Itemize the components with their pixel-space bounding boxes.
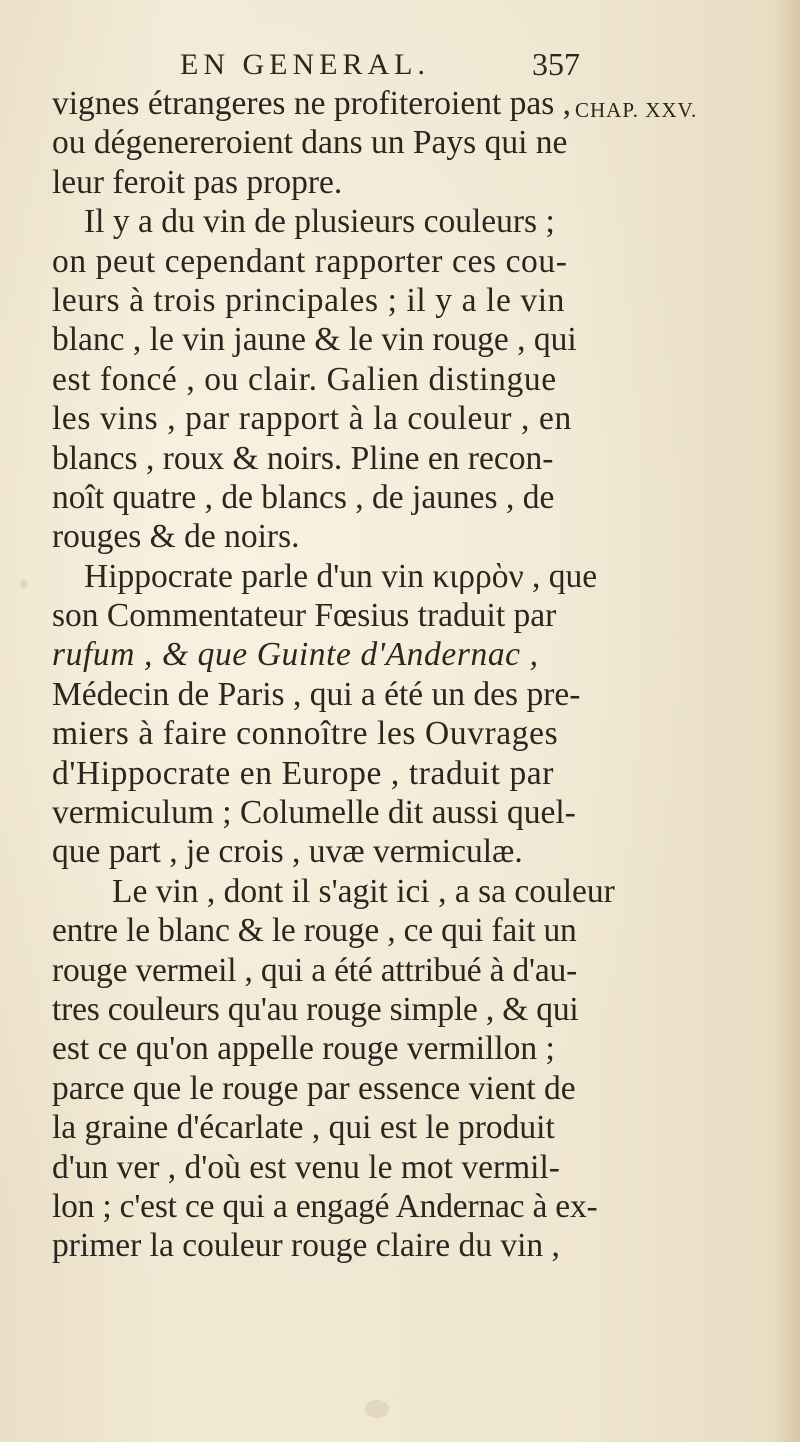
paragraph-start-line: Il y a du vin de plusieurs couleurs ; xyxy=(84,203,555,241)
page-edge-shadow xyxy=(774,0,800,1442)
text-line: leurs à trois principales ; il y a le vin xyxy=(52,281,566,319)
text-line: blancs , roux & noirs. Pline en recon- xyxy=(52,439,554,477)
text-line: ou dégenereroient dans un Pays qui ne xyxy=(52,124,568,162)
page-number: 357 xyxy=(532,46,580,82)
paragraph-start-line: Hippocrate parle d'un vin κιρρὸν , que xyxy=(84,557,598,595)
text-line: vermiculum ; Columelle dit aussi quel- xyxy=(52,794,576,832)
ink-smudge xyxy=(365,1400,389,1418)
text-line: la graine d'écarlate , qui est le produit xyxy=(52,1109,555,1147)
text-line: lon ; c'est ce qui a engagé Andernac à ex- xyxy=(52,1187,598,1225)
text-line: primer la couleur rouge claire du vin , xyxy=(52,1227,560,1265)
running-title: EN GENERAL. xyxy=(180,48,430,81)
chapter-marker: CHAP. XXV. xyxy=(575,98,698,122)
text-line: est foncé , ou clair. Galien distingue xyxy=(52,360,557,398)
text-line: rouges & de noirs. xyxy=(52,518,300,556)
text-line: entre le blanc & le rouge , ce qui fait un xyxy=(52,912,577,950)
text-line: tres couleurs qu'au rouge simple , & qui xyxy=(52,990,579,1028)
text-line: leur feroit pas propre. xyxy=(52,163,343,201)
running-head xyxy=(150,46,650,86)
ink-smudge xyxy=(20,580,28,588)
text-line: parce que le rouge par essence vient de xyxy=(52,1069,576,1107)
text-line: d'un ver , d'où est venu le mot vermil- xyxy=(52,1148,560,1186)
text-line: que part , je crois , uvæ vermiculæ. xyxy=(52,833,523,871)
text-line: on peut cependant rapporter ces cou- xyxy=(52,242,568,280)
paragraph-start-line: Le vin , dont il s'agit ici , a sa couleur xyxy=(112,872,615,910)
text-line: les vins , par rapport à la couleur , en xyxy=(52,400,572,438)
text-line: blanc , le vin jaune & le vin rouge , qui xyxy=(52,321,577,359)
text-line: est ce qu'on appelle rouge vermillon ; xyxy=(52,1030,555,1068)
text-line: noît quatre , de blancs , de jaunes , de xyxy=(52,478,555,516)
text-line: vignes étrangeres ne profiteroient pas , xyxy=(52,85,572,122)
text-line: rufum , & que Guinte d'Andernac , xyxy=(52,636,539,674)
text-line: miers à faire connoître les Ouvrages xyxy=(52,715,559,753)
body-text xyxy=(52,84,742,1266)
text-line: d'Hippocrate en Europe , traduit par xyxy=(52,754,555,792)
text-line: rouge vermeil , qui a été attribué à d'au- xyxy=(52,951,578,989)
text-line: Médecin de Paris , qui a été un des pre- xyxy=(52,675,581,713)
text-line: son Commentateur Fœsius traduit par xyxy=(52,597,557,635)
